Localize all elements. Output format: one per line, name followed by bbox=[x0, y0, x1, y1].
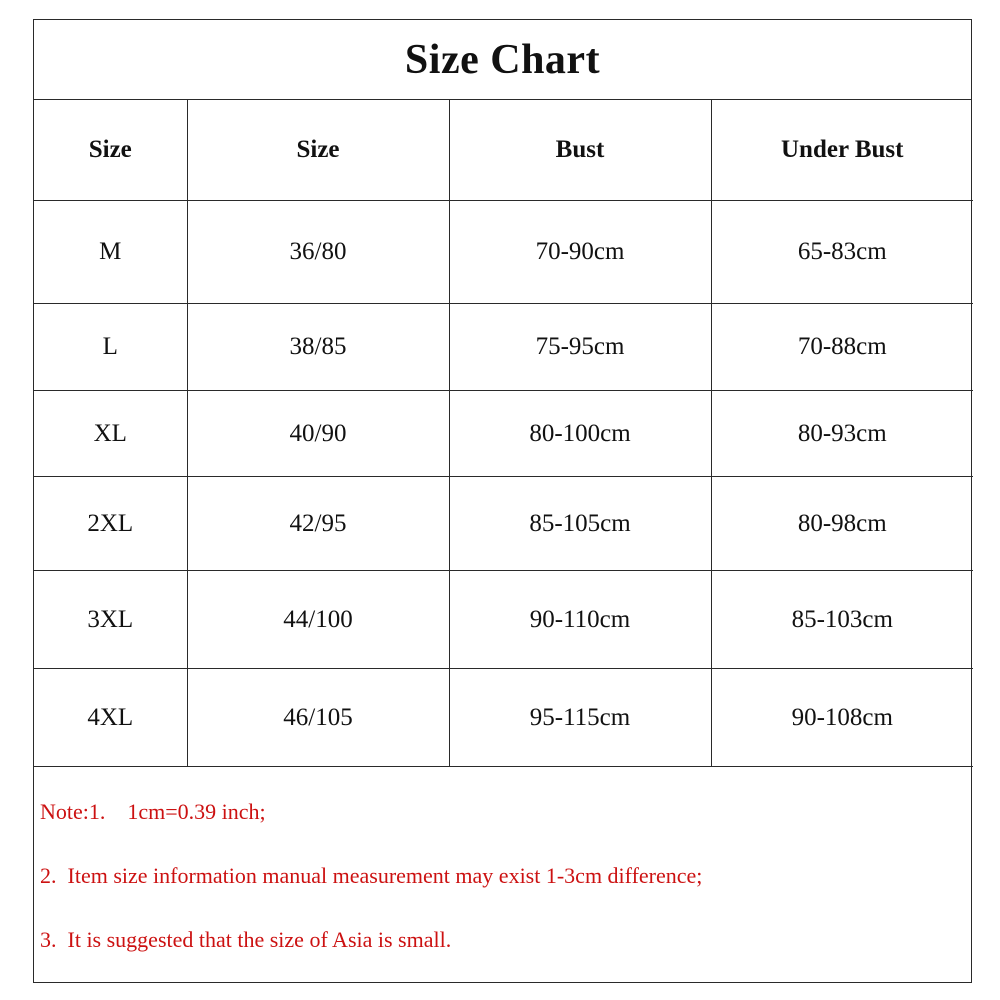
cell-bust: 80-100cm bbox=[449, 391, 711, 477]
cell-under-bust: 90-108cm bbox=[711, 669, 973, 767]
table-row bbox=[34, 304, 973, 391]
header-bust: Bust bbox=[449, 100, 711, 201]
cell-size-letter: M bbox=[34, 201, 187, 304]
cell-size-letter: XL bbox=[34, 391, 187, 477]
cell-under-bust: 80-98cm bbox=[711, 477, 973, 571]
cell-size-number: 46/105 bbox=[187, 669, 449, 767]
table-row bbox=[34, 571, 973, 669]
header-size-number: Size bbox=[187, 100, 449, 201]
cell-size-letter: 4XL bbox=[34, 669, 187, 767]
size-table bbox=[34, 100, 973, 767]
cell-bust: 75-95cm bbox=[449, 304, 711, 391]
note-line-3: 3. It is suggested that the size of Asia is small. bbox=[40, 927, 452, 952]
table-row bbox=[34, 669, 973, 767]
table-row bbox=[34, 201, 973, 304]
table-row bbox=[34, 477, 973, 571]
cell-size-number: 42/95 bbox=[187, 477, 449, 571]
cell-size-number: 38/85 bbox=[187, 304, 449, 391]
cell-under-bust: 65-83cm bbox=[711, 201, 973, 304]
cell-size-letter: 3XL bbox=[34, 571, 187, 669]
header-row bbox=[34, 100, 973, 201]
cell-bust: 95-115cm bbox=[449, 669, 711, 767]
chart-title: Size Chart bbox=[404, 36, 601, 83]
title-row bbox=[34, 20, 971, 100]
notes-section bbox=[34, 767, 971, 982]
cell-bust: 90-110cm bbox=[449, 571, 711, 669]
cell-under-bust: 85-103cm bbox=[711, 571, 973, 669]
note-line-1: Note:1. 1cm=0.39 inch; bbox=[40, 799, 266, 824]
cell-size-number: 44/100 bbox=[187, 571, 449, 669]
cell-under-bust: 70-88cm bbox=[711, 304, 973, 391]
cell-size-number: 40/90 bbox=[187, 391, 449, 477]
table-row bbox=[34, 391, 973, 477]
cell-size-number: 36/80 bbox=[187, 201, 449, 304]
header-under-bust: Under Bust bbox=[711, 100, 973, 201]
cell-size-letter: 2XL bbox=[34, 477, 187, 571]
cell-bust: 85-105cm bbox=[449, 477, 711, 571]
size-chart-frame bbox=[33, 19, 972, 983]
cell-size-letter: L bbox=[34, 304, 187, 391]
cell-under-bust: 80-93cm bbox=[711, 391, 973, 477]
cell-bust: 70-90cm bbox=[449, 201, 711, 304]
note-line-2: 2. Item size information manual measurement may exist 1-3cm difference; bbox=[40, 863, 703, 888]
header-size-letter: Size bbox=[34, 100, 187, 201]
